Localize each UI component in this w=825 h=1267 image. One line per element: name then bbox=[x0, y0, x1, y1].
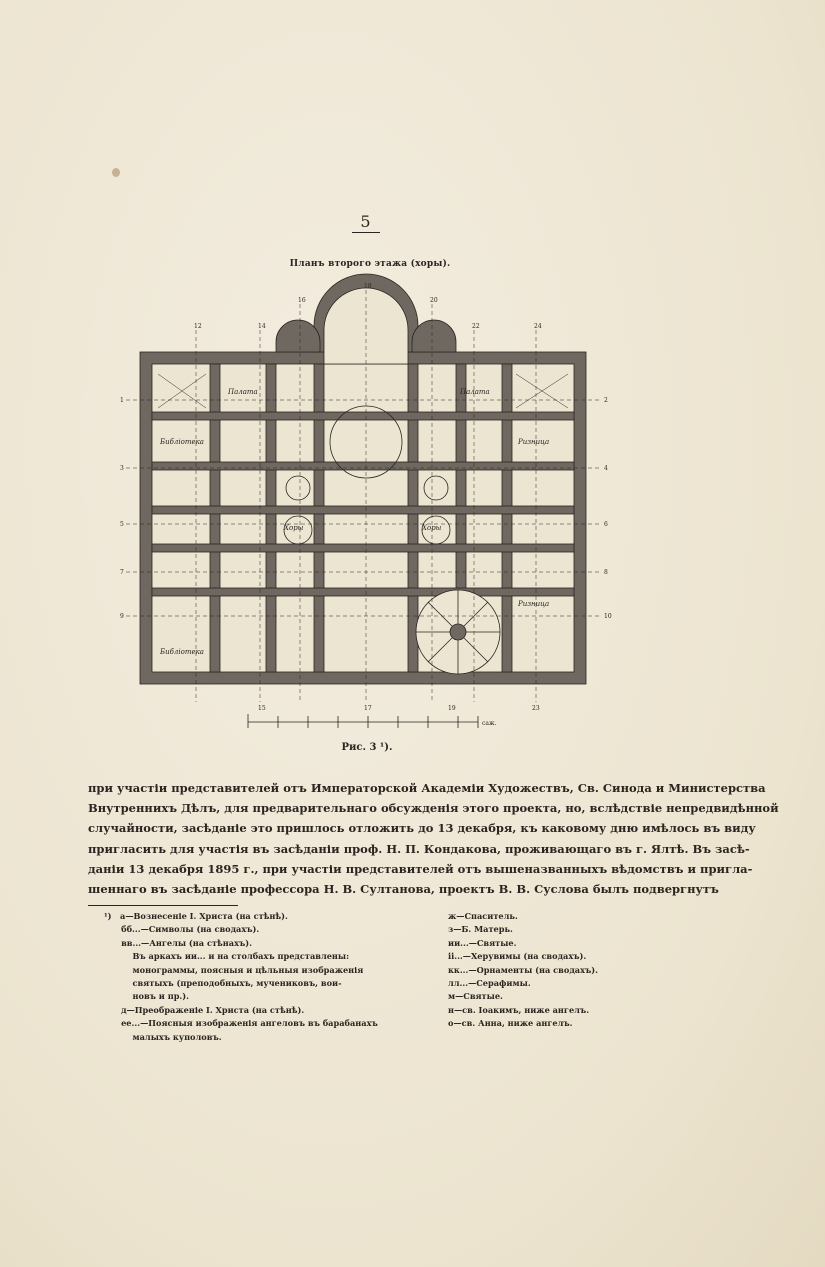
axis-label-top: 22 bbox=[472, 323, 480, 330]
axis-label-left: 7 bbox=[120, 569, 124, 576]
room-label: Палата bbox=[228, 388, 258, 396]
footnote-line: н—св. Іоакимъ, ниже ангелъ. bbox=[448, 1004, 590, 1015]
footnote-line: лл...—Серафимы. bbox=[448, 978, 531, 989]
plan-title: Планъ второго этажа (хоры). bbox=[289, 259, 451, 269]
axis-label-top: 20 bbox=[430, 297, 438, 304]
axis-label-right: 2 bbox=[604, 397, 608, 404]
footnote-line: д—Преображеніе І. Христа (на стѣнѣ). bbox=[104, 1004, 305, 1015]
body-paragraph bbox=[88, 778, 779, 899]
room-label: Хоры bbox=[284, 524, 304, 532]
axis-label-top: 14 bbox=[258, 323, 266, 330]
scale-bar bbox=[248, 714, 478, 728]
body-line: случайности, засѣданіе это пришлось отложить до 13 декабря, къ каковому дню имѣлось въ виду bbox=[88, 821, 756, 836]
footnote-line: м—Святые. bbox=[448, 991, 503, 1002]
floor-plan-figure bbox=[118, 282, 628, 738]
room-label: Ризница bbox=[518, 438, 550, 446]
axis-label-top: 18 bbox=[364, 283, 372, 290]
axis-label-top: 24 bbox=[534, 323, 542, 330]
footnote-line: о—св. Анна, ниже ангелъ. bbox=[448, 1018, 573, 1029]
staircase-core bbox=[450, 624, 466, 640]
figure-caption: Рис. 3 ¹). bbox=[341, 742, 393, 753]
footnote-line: Въ аркахъ ии... и на столбахъ представлены: bbox=[104, 951, 350, 962]
footnotes-right-column bbox=[448, 910, 648, 1031]
footnote-line: з—Б. Матерь. bbox=[448, 924, 513, 935]
room-label: Ризница bbox=[518, 600, 550, 608]
page-number-rule bbox=[352, 232, 380, 233]
axis-label-bottom: 23 bbox=[532, 705, 540, 712]
body-line: пригласить для участія въ засѣданіи проф. Н. П. Кондакова, проживающаго въ г. Ялтѣ. Въ засѣ- bbox=[88, 841, 750, 856]
footnote-line: бб...—Символы (на сводахъ). bbox=[104, 924, 260, 935]
axis-label-left: 9 bbox=[120, 613, 124, 620]
axis-label-left: 1 bbox=[120, 397, 124, 404]
footnote-line: ее...—Поясныя изображенія ангеловъ въ барабанахъ bbox=[104, 1018, 378, 1029]
room-label: Хоры bbox=[422, 524, 442, 532]
footnote-line: кк...—Орнаменты (на сводахъ). bbox=[448, 964, 598, 975]
side-apse-left bbox=[276, 320, 320, 352]
room-label: Палата bbox=[460, 388, 490, 396]
axis-label-top: 16 bbox=[298, 297, 306, 304]
footnote-line: ¹) а—Вознесеніе І. Христа (на стѣнѣ). bbox=[104, 911, 288, 921]
side-apse-right bbox=[412, 320, 456, 352]
axis-label-bottom: 19 bbox=[448, 705, 456, 712]
footnote-line: малыхъ куполовъ. bbox=[104, 1031, 222, 1042]
axis-label-left: 5 bbox=[120, 521, 124, 528]
body-line: Внутреннихъ Дѣлъ, для предварительнаго обсужденія этого проекта, но, вслѣдствіе непредвидѣнной bbox=[88, 801, 779, 816]
footnotes-left-column bbox=[104, 910, 394, 1044]
axis-label-bottom: 17 bbox=[364, 705, 372, 712]
axis-label-top: 12 bbox=[194, 323, 202, 330]
footnote-line: святыхъ (преподобныхъ, мучениковъ, вои- bbox=[104, 978, 342, 989]
room-label: Библіотека bbox=[160, 648, 204, 656]
scale-note: саж. bbox=[482, 720, 497, 727]
body-line: даніи 13 декабря 1895 г., при участіи представителей отъ вышеназванныхъ вѣдомствъ и пригла- bbox=[88, 861, 753, 876]
paper-stain bbox=[112, 168, 120, 177]
body-line: при участіи представителей отъ Императорской Академіи Художествъ, Св. Синода и Министерства bbox=[88, 781, 766, 795]
page-number: 5 bbox=[360, 212, 372, 231]
footnote-line: ии...—Святые. bbox=[448, 937, 517, 948]
axis-label-right: 6 bbox=[604, 521, 608, 528]
axis-label-right: 8 bbox=[604, 569, 608, 576]
footnote-line: ж—Спаситель. bbox=[448, 911, 518, 921]
footnote-line: новъ и пр.). bbox=[104, 991, 189, 1002]
axis-label-right: 4 bbox=[604, 465, 608, 472]
footnote-line: ii...—Херувимы (на сводахъ). bbox=[448, 951, 587, 962]
body-line: шеннаго въ засѣданіе профессора Н. В. Султанова, проектъ В. В. Суслова былъ подвергнутъ bbox=[88, 882, 719, 897]
footnote-line: монограммы, поясныя и цѣльныя изображенія bbox=[104, 964, 364, 975]
footnote-line: вв...—Ангелы (на стѣнахъ). bbox=[104, 937, 252, 948]
axis-label-bottom: 15 bbox=[258, 705, 266, 712]
axis-label-right: 10 bbox=[604, 613, 612, 620]
room-label: Библіотека bbox=[160, 438, 204, 446]
axis-label-left: 3 bbox=[120, 465, 124, 472]
footnote-rule bbox=[88, 905, 238, 906]
